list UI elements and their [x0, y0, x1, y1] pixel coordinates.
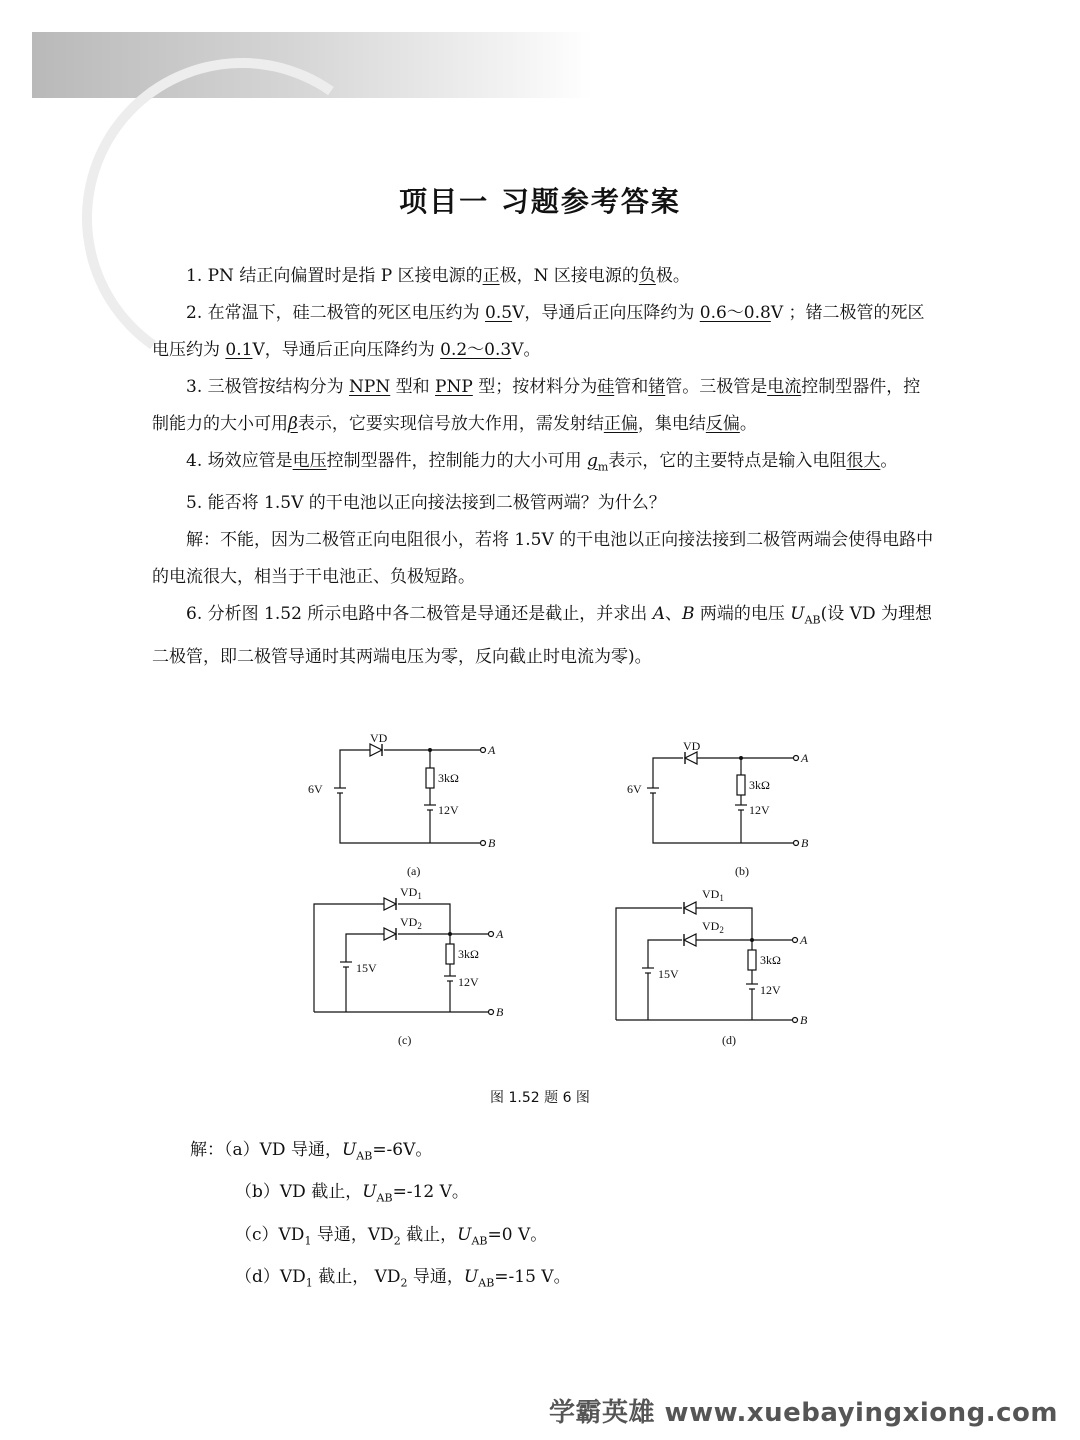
question-6: 6. 分析图 1.52 所示电路中各二极管是导通还是截止，并求出 A、B 两端的电压 $U_{AB}$(设 VD 为理想二极管，即二极管导通时其两端电压为零，反向截止时电流为零)。: [152, 604, 932, 667]
label-resistor: 3kΩ: [438, 771, 459, 785]
terminal-a: A: [488, 743, 496, 757]
diode-triangle: [370, 744, 382, 756]
page-title: 项目一 习题参考答案: [399, 185, 681, 218]
label-vd2: $VD_2$: [702, 919, 724, 935]
label-source: 15V: [658, 967, 679, 981]
diode2-triangle: [684, 934, 696, 946]
question-5: 5. 能否将 1.5V 的干电池以正向接法接到二极管两端？为什么？: [186, 493, 666, 514]
question-3: 3. 三极管按结构分为 NPN 型和 PNP 型；按材料分为硅管和锗管。三极管是电流控制型器件，控制能力的大小可用β表示，它要实现信号放大作用，需发射结正偏，集电结反偏。: [152, 377, 921, 434]
wire: [653, 758, 683, 780]
resistor: [737, 775, 745, 795]
figure-label: (c): [398, 1033, 412, 1047]
label-source: 6V: [308, 782, 323, 796]
label-vd2: $VD_2$: [400, 915, 422, 931]
terminal-b: B: [496, 1005, 504, 1019]
circuit-b: [625, 730, 835, 879]
questions-body: [152, 258, 937, 676]
circuit-a-diagram: [300, 730, 510, 878]
terminal-a: A: [800, 933, 808, 947]
terminal-b: B: [488, 836, 496, 850]
circuit-d: [602, 880, 827, 1054]
label-vd1: $VD_1$: [400, 885, 422, 901]
circuit-c: [300, 880, 520, 1054]
label-battery: 12V: [749, 803, 770, 817]
wire: [340, 750, 370, 780]
diode1-triangle: [384, 898, 396, 910]
answers-block: [190, 1132, 571, 1302]
circuit-a: [300, 730, 510, 879]
wire: [616, 908, 682, 1020]
terminal-b: B: [801, 836, 809, 850]
wire: [648, 940, 682, 966]
answer-d: $(d)VD_1$ 截止， $VD_2$ 导通，$U_{AB}=-15$ V。: [235, 1267, 571, 1290]
label-resistor: 3kΩ: [749, 778, 770, 792]
question-5-answer: 解：不能，因为二极管正向电阻很小，若将 1.5V 的干电池以正向接法接到二极管两端会使得电路中的电流很大，相当于干电池正、负极短路。: [152, 530, 934, 588]
circuit-d-diagram: [602, 880, 827, 1050]
label-battery: 12V: [760, 983, 781, 997]
label-vd1: $VD_1$: [702, 887, 724, 903]
diode1-triangle: [684, 902, 696, 914]
label-source: 15V: [356, 961, 377, 975]
footer-watermark: 学霸英雄 www.xuebayingxiong.com: [549, 1398, 1058, 1428]
label-source: 6V: [627, 782, 642, 796]
resistor: [446, 944, 454, 964]
figure-1-52: [0, 720, 1080, 1090]
answer-a: 解：（a）VD 导通，$U_{AB}=-6V$。: [190, 1140, 433, 1163]
question-2: 2. 在常温下，硅二极管的死区电压约为 0.5V，导通后正向压降约为 0.6～0.8V ；锗二极管的死区电压约为 0.1V，导通后正向压降约为 0.2～0.3V。: [152, 303, 925, 360]
terminal-a: A: [801, 751, 809, 765]
figure-label: (b): [735, 864, 749, 878]
diode-triangle: [685, 752, 697, 764]
answer-c: $(c)VD_1$ 导通，$VD_2$ 截止，$U_{AB}=0$ V。: [235, 1224, 548, 1248]
wire: [653, 793, 793, 843]
wire: [340, 793, 480, 843]
terminal-b: B: [800, 1013, 808, 1027]
question-4: 4. 场效应管是电压控制型器件，控制能力的大小可用 $g_m$表示，它的主要特点是输入电阻很大。: [186, 451, 898, 474]
circuit-c-diagram: [300, 880, 520, 1050]
question-1: 1. PN 结正向偏置时是指 P 区接电源的正极，N 区接电源的负极。: [186, 266, 690, 286]
terminal-a: A: [496, 927, 504, 941]
label-resistor: 3kΩ: [458, 947, 479, 961]
resistor: [426, 768, 434, 788]
label-battery: 12V: [438, 803, 459, 817]
answer-b: （b）VD 截止，$U_{AB}=-12$ V。: [235, 1182, 469, 1205]
figure-label: (a): [407, 864, 421, 878]
figure-label: (d): [722, 1033, 736, 1047]
label-battery: 12V: [458, 975, 479, 989]
circuit-b-diagram: [625, 730, 835, 878]
label-vd: VD: [683, 739, 701, 753]
figure-caption: 图 1.52 题 6 图: [490, 1090, 590, 1106]
wire: [314, 904, 384, 1012]
label-resistor: 3kΩ: [760, 953, 781, 967]
label-vd: VD: [370, 731, 388, 745]
wire: [346, 934, 384, 960]
resistor: [748, 950, 756, 970]
diode2-triangle: [384, 928, 396, 940]
